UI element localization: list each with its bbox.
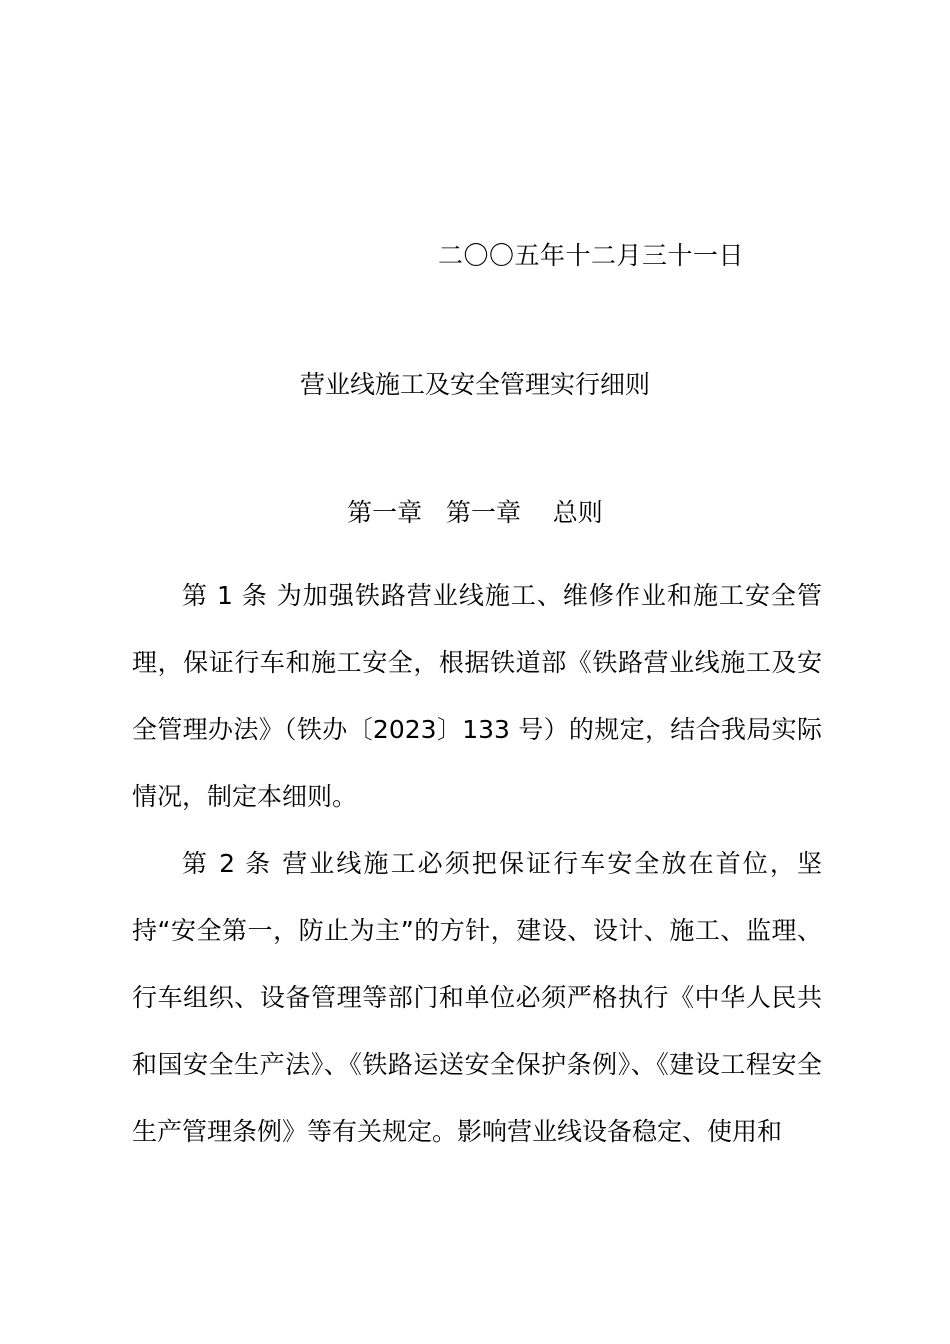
chapter-heading: 第一章 第一章 总则 — [347, 498, 603, 527]
document-title: 营业线施工及安全管理实行细则 — [299, 370, 650, 399]
article-1-paragraph: 第 1 条 为加强铁路营业线施工、维修作业和施工安全管理，保证行车和施工安全，根据铁道部《铁路营业线施工及安全管理办法》（铁办〔2023〕133 号）的规定，结合我局实际情况，制定本细则。 — [132, 581, 822, 811]
article-2-paragraph: 第 2 条 营业线施工必须把保证行车安全放在首位，坚持“安全第一，防止为主”的方针，建设、设计、施工、监理、行车组织、设备管理等部门和单位必须严格执行《中华人民共和国安全生产法》、《铁路运送安全保护条例》、《建设工程安全生产管理条例》等有关规定。影响营业线设备稳定、使用和 — [132, 849, 822, 1146]
document-date: 二〇〇五年十二月三十一日 — [438, 241, 745, 270]
document-body — [132, 562, 822, 1165]
